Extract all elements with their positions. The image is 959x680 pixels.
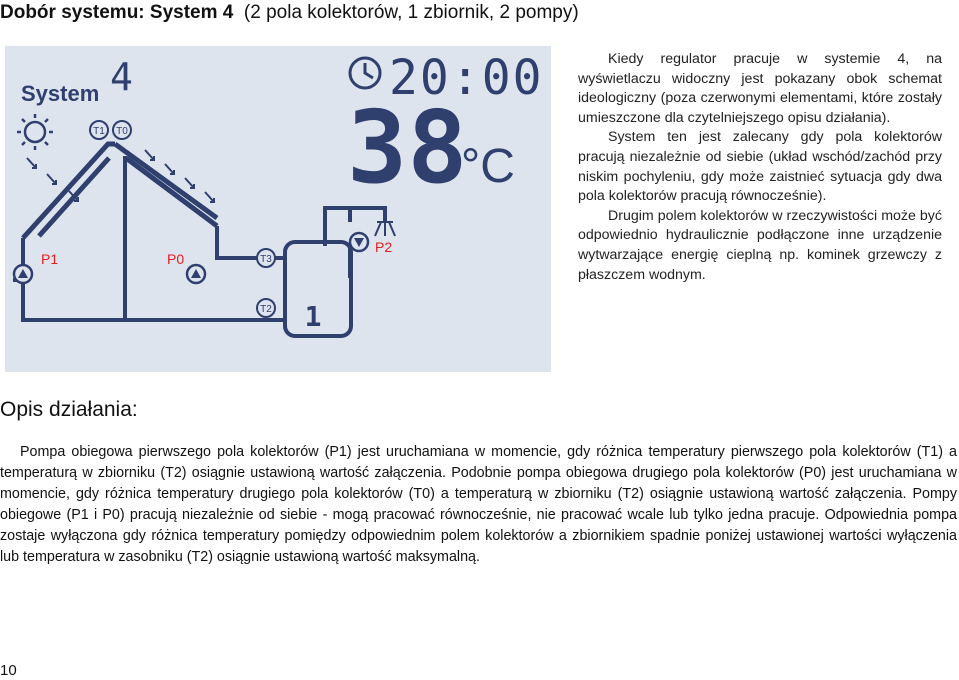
sensor-t1: [90, 121, 108, 139]
temperature-value: 38: [347, 89, 468, 206]
tank-number: 1: [304, 300, 322, 333]
side-paragraph-3: Drugim polem kolektorów w rzeczywistości może być odpowiednio hydraulicznie podłączone inne urządzenie wytwarzające energię cieplną np. kominek grzewczy z płaszczem wodnym.: [578, 207, 942, 283]
side-description: [578, 50, 942, 285]
page-number: 10: [0, 662, 17, 679]
svg-text:T2: T2: [260, 304, 272, 315]
sensor-t2: [257, 299, 275, 317]
system-schematic: [5, 46, 551, 372]
system-label: System: [21, 81, 100, 106]
page-title-rest: (2 pola kolektorów, 1 zbiornik, 2 pompy): [243, 2, 579, 23]
pump-p0-label: P0: [167, 251, 185, 267]
pump-p0-icon: [187, 265, 205, 283]
lcd-display: [5, 46, 551, 372]
sensor-t3: [257, 249, 275, 267]
section-heading: Opis działania:: [0, 398, 138, 421]
sun-icon: [17, 114, 53, 150]
pump-p2-icon: [350, 233, 368, 251]
svg-text:T0: T0: [116, 126, 128, 137]
temperature-unit: °C: [461, 140, 515, 193]
collector-field-2: [115, 144, 217, 226]
svg-text:T1: T1: [93, 126, 105, 137]
svg-text:T3: T3: [260, 254, 272, 265]
side-paragraph-1: Kiedy regulator pracuje w systemie 4, na wyświetlaczu widoczny jest pokazany obok schemat ideologiczny (poza czerwonymi elementami, które zostały umieszczone dla czytelniejszego opisu działania).: [578, 51, 942, 126]
section-paragraph: Pompa obiegowa pierwszego pola kolektorów (P1) jest uruchamiana w momencie, gdy różnica temperatury pierwszego pola kolektorów (T1) a temperaturą w zbiorniku (T2) osiągnie ustawioną wartość załączenia. Podobnie pompa obiegowa drugiego pola kolektorów (P0) jest uruchamiana w momencie, gdy różnica temperatury drugiego pola kolektorów (T0) a temperaturą w zbiorniku (T2) osiągnie ustawioną wartość załączenia. Pompy obiegowe (P1 i P0) pracują niezależnie od siebie - mogą pracować równocześnie, nie pracować wcale lub tylko jedna pracuje. Odpowiednia pompa zostaje wyłączona gdy różnica temperatury pomiędzy odpowiednim polem kolektorów a zbiornikiem spadnie poniżej ustawionej wartości wyłączenia lub temperatura w zasobniku (T2) osiągnie ustawioną wartość maksymalną.: [0, 444, 957, 565]
page-title: [0, 2, 579, 24]
tank-icon: [285, 242, 351, 336]
shower-icon: [375, 222, 395, 236]
clock-display: 20:00: [389, 50, 544, 106]
clock-icon: [350, 58, 380, 88]
pump-p1-label: P1: [41, 251, 59, 267]
pump-p1-icon: [14, 265, 32, 283]
page-title-bold: Dobór systemu: System 4: [0, 2, 234, 23]
side-paragraph-2: System ten jest zalecany gdy pola kolektorów pracują niezależnie od siebie (układ wschód/zachód przy niskim pochyleniu, gdy może zaistnieć sytuacja gdy dwa pola kolektorów pracują równocześnie).: [578, 129, 942, 205]
pump-p2-label: P2: [375, 239, 393, 255]
system-number: 4: [110, 55, 133, 99]
piping: [13, 156, 385, 320]
sensor-t0: [113, 121, 131, 139]
section-body: [0, 442, 957, 567]
